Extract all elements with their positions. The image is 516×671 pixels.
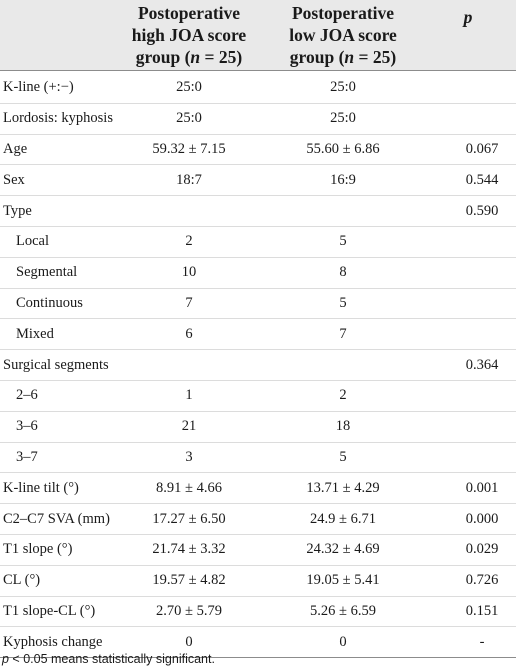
row-label: Sex [0, 165, 112, 196]
row-label: Age [0, 134, 112, 165]
table-row [0, 226, 516, 257]
header-high-line3-pre: group ( [135, 47, 191, 67]
footnote-text: < 0.05 means statistically significant. [8, 652, 215, 666]
row-p-value: 0.001 [420, 473, 516, 504]
table-footnote [2, 652, 215, 666]
table-row [0, 442, 516, 473]
row-low-value: 19.05 ± 5.41 [266, 565, 420, 596]
row-p-value [420, 442, 516, 473]
row-low-value: 13.71 ± 4.29 [266, 473, 420, 504]
table-row [0, 534, 516, 565]
table-row [0, 103, 516, 134]
row-label: Type [0, 196, 112, 227]
row-p-value: 0.029 [420, 534, 516, 565]
row-p-value [420, 257, 516, 288]
row-high-value: 2 [112, 226, 266, 257]
header-row [0, 0, 516, 71]
row-low-value: 2 [266, 380, 420, 411]
row-p-value [420, 71, 516, 104]
row-label: CL (°) [0, 565, 112, 596]
row-low-value: 16:9 [266, 165, 420, 196]
row-high-value [112, 196, 266, 227]
row-label: T1 slope-CL (°) [0, 596, 112, 627]
row-label: C2–C7 SVA (mm) [0, 504, 112, 535]
header-low-line3-post: = 25) [354, 47, 397, 67]
row-label: Surgical segments [0, 350, 112, 381]
header-variable [0, 0, 112, 71]
row-high-value: 3 [112, 442, 266, 473]
row-high-value: 18:7 [112, 165, 266, 196]
row-high-value: 8.91 ± 4.66 [112, 473, 266, 504]
row-high-value: 21 [112, 411, 266, 442]
table-row [0, 134, 516, 165]
row-label: Continuous [0, 288, 112, 319]
row-high-value: 19.57 ± 4.82 [112, 565, 266, 596]
row-high-value: 21.74 ± 3.32 [112, 534, 266, 565]
table-row [0, 288, 516, 319]
header-low-n: n [344, 47, 355, 67]
row-low-value: 8 [266, 257, 420, 288]
row-high-value: 1 [112, 380, 266, 411]
row-label: K-line (+:−) [0, 71, 112, 104]
row-high-value: 7 [112, 288, 266, 319]
header-low-joa-group [266, 0, 420, 71]
row-low-value: 24.9 ± 6.71 [266, 504, 420, 535]
table-row [0, 565, 516, 596]
row-high-value: 0 [112, 627, 266, 658]
table-row [0, 596, 516, 627]
row-high-value [112, 350, 266, 381]
table-row [0, 473, 516, 504]
table-row [0, 257, 516, 288]
header-p-value: p [420, 0, 516, 71]
row-p-value: 0.590 [420, 196, 516, 227]
row-p-value [420, 319, 516, 350]
row-label: T1 slope (°) [0, 534, 112, 565]
row-label: 2–6 [0, 380, 112, 411]
header-low-line1: Postoperative [291, 3, 395, 23]
row-label: Local [0, 226, 112, 257]
header-low-line2: low JOA score [289, 25, 397, 45]
row-low-value: 55.60 ± 6.86 [266, 134, 420, 165]
header-high-n: n [190, 47, 201, 67]
table-row [0, 380, 516, 411]
header-high-joa-group [112, 0, 266, 71]
row-p-value: 0.726 [420, 565, 516, 596]
row-label: Mixed [0, 319, 112, 350]
row-high-value: 25:0 [112, 103, 266, 134]
row-low-value: 25:0 [266, 71, 420, 104]
table-header [0, 0, 516, 71]
header-high-line1: Postoperative [137, 3, 241, 23]
row-high-value: 6 [112, 319, 266, 350]
row-label: Kyphosis change [0, 627, 112, 658]
row-p-value: 0.000 [420, 504, 516, 535]
header-low-line3-pre: group ( [289, 47, 345, 67]
row-low-value: 25:0 [266, 103, 420, 134]
row-p-value [420, 411, 516, 442]
row-p-value [420, 380, 516, 411]
row-p-value: - [420, 627, 516, 658]
table-body [0, 71, 516, 658]
row-low-value: 7 [266, 319, 420, 350]
table-row [0, 350, 516, 381]
row-p-value: 0.364 [420, 350, 516, 381]
table-row [0, 319, 516, 350]
table-row [0, 504, 516, 535]
row-p-value [420, 288, 516, 319]
row-high-value: 10 [112, 257, 266, 288]
row-label: 3–6 [0, 411, 112, 442]
table-row [0, 196, 516, 227]
row-low-value: 5 [266, 226, 420, 257]
row-p-value: 0.067 [420, 134, 516, 165]
header-high-line3-post: = 25) [200, 47, 243, 67]
row-high-value: 59.32 ± 7.15 [112, 134, 266, 165]
row-label: Segmental [0, 257, 112, 288]
row-low-value [266, 196, 420, 227]
row-p-value: 0.544 [420, 165, 516, 196]
row-high-value: 17.27 ± 6.50 [112, 504, 266, 535]
row-low-value: 5 [266, 442, 420, 473]
row-label: Lordosis: kyphosis [0, 103, 112, 134]
table-row [0, 165, 516, 196]
row-high-value: 25:0 [112, 71, 266, 104]
row-p-value [420, 226, 516, 257]
header-high-line2: high JOA score [131, 25, 247, 45]
row-low-value: 5 [266, 288, 420, 319]
row-low-value: 24.32 ± 4.69 [266, 534, 420, 565]
row-low-value: 5.26 ± 6.59 [266, 596, 420, 627]
row-label: K-line tilt (°) [0, 473, 112, 504]
row-low-value: 18 [266, 411, 420, 442]
row-p-value [420, 103, 516, 134]
row-label: 3–7 [0, 442, 112, 473]
row-low-value [266, 350, 420, 381]
table-row [0, 71, 516, 104]
row-high-value: 2.70 ± 5.79 [112, 596, 266, 627]
row-low-value: 0 [266, 627, 420, 658]
row-p-value: 0.151 [420, 596, 516, 627]
table-row [0, 411, 516, 442]
footnote-p-symbol: p [2, 652, 9, 666]
